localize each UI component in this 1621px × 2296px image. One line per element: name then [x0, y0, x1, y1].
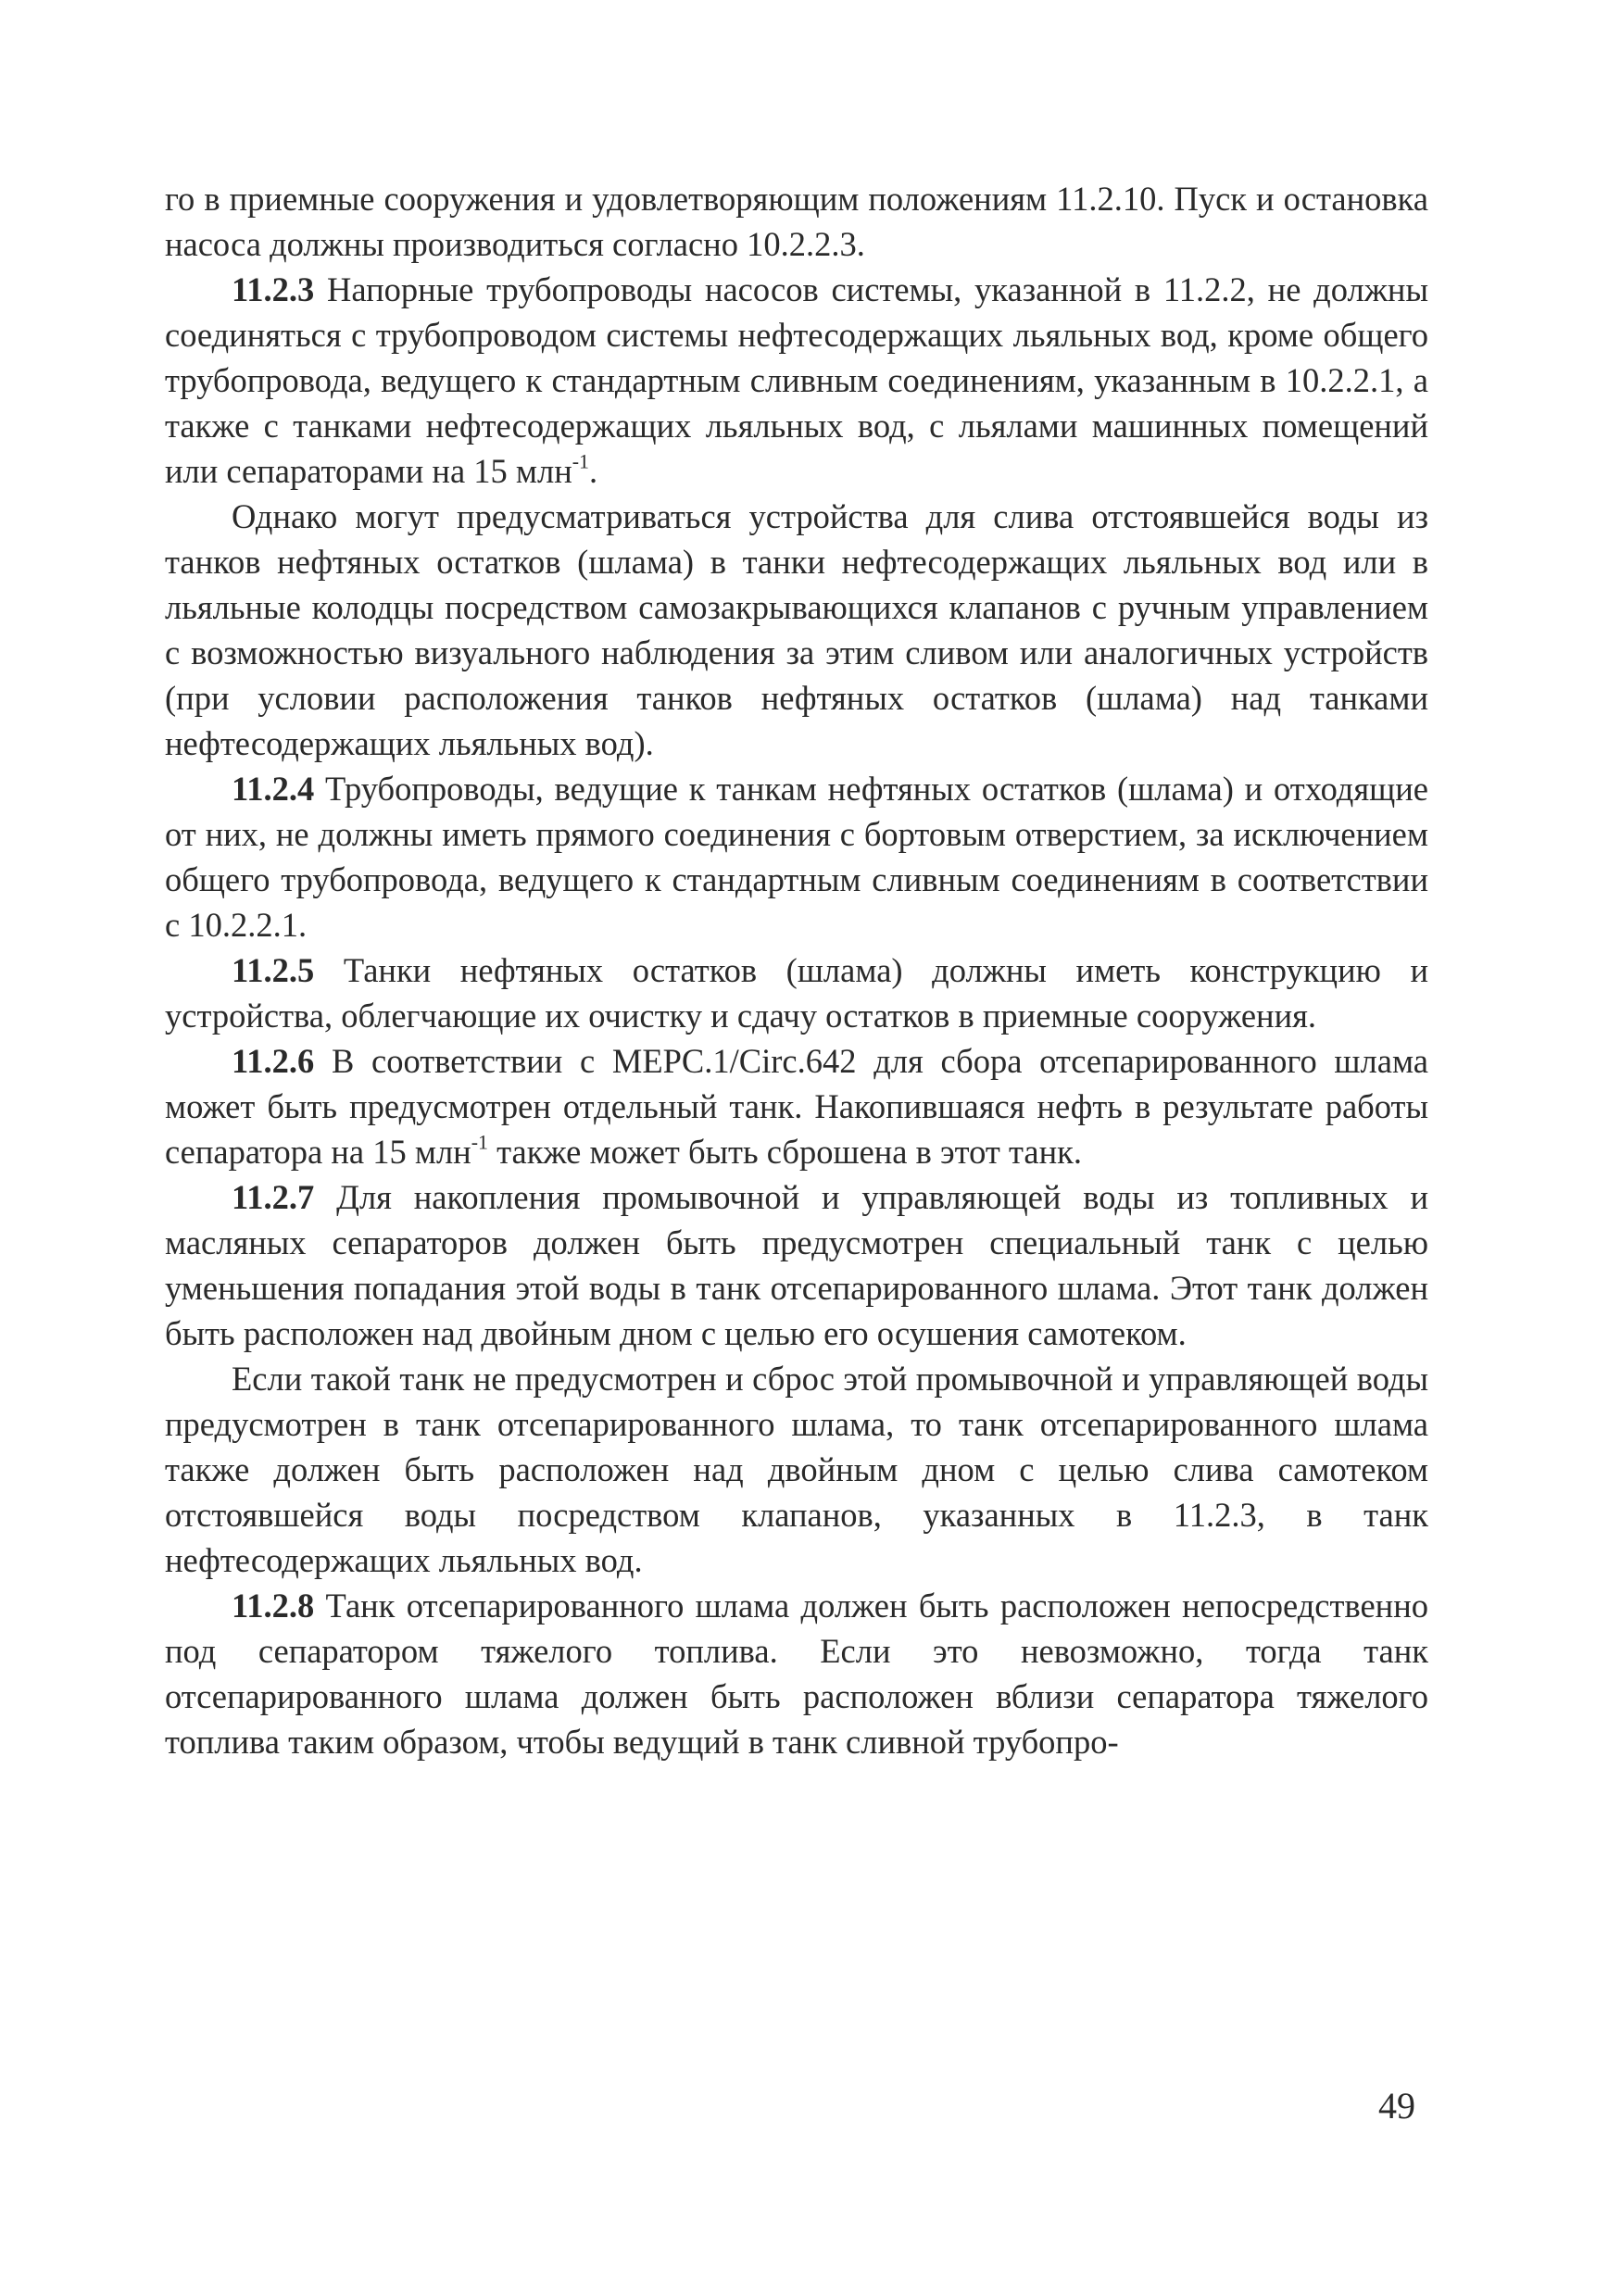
- paragraph-text: .: [589, 452, 598, 490]
- superscript: -1: [572, 449, 589, 473]
- page-body: [165, 176, 1428, 1764]
- clause-number: 11.2.5: [232, 951, 315, 989]
- paragraph-text: го в приемные сооружения и удовлетворяющим положениям 11.2.10. Пуск и остановка насоса должны производиться согласно 10.2.2.3.: [165, 180, 1428, 263]
- paragraph-text: Однако могут предусматриваться устройства для слива отстоявшейся воды из танков нефтяных остатков (шлама) в танки нефтесодержащих льяльных вод или в льяльные колодцы посредством самозакрывающихся клапанов с ручным управлением с возможностью визуального наблюдения за этим сливом или аналогичных устройств (при условии расположения танков нефтяных остатков (шлама) над танками нефтесодержащих льяльных вод).: [165, 497, 1428, 762]
- paragraph-text: Трубопроводы, ведущие к танкам нефтяных остатков (шлама) и отходящие от них, не должны иметь прямого соединения с бортовым отверстием, за исключением общего трубопровода, ведущего к стандартным сливным соединениям в соответствии с 10.2.2.1.: [165, 770, 1428, 944]
- clause-number: 11.2.7: [232, 1178, 315, 1216]
- clause-number: 11.2.3: [232, 270, 315, 308]
- continuation-paragraph: [165, 176, 1428, 267]
- clause-paragraph: [165, 1038, 1428, 1174]
- paragraph-text: Если такой танк не предусмотрен и сброс этой промывочной и управляющей воды предусмотрен в танк отсепарированного шлама, то танк отсепарированного шлама также должен быть расположен над двойным дном с целью слива самотеком отстоявшейся воды посредством клапанов, указанных в 11.2.3, в танк нефтесодержащих льяльных вод.: [165, 1360, 1428, 1579]
- clause-number: 11.2.8: [232, 1587, 315, 1625]
- paragraph-text: Танки нефтяных остатков (шлама) должны иметь конструкцию и устройства, облегчающие их очистку и сдачу остатков в приемные сооружения.: [165, 951, 1428, 1035]
- clause-paragraph: [165, 766, 1428, 947]
- paragraph-text: Для накопления промывочной и управляющей воды из топливных и масляных сепараторов должен быть предусмотрен специальный танк с целью уменьшения попадания этой воды в танк отсепарированного шлама. Этот танк должен быть расположен над двойным дном с целью его осушения самотеком.: [165, 1178, 1428, 1352]
- clause-paragraph: [165, 947, 1428, 1038]
- superscript: -1: [471, 1130, 488, 1154]
- clause-paragraph: [165, 1174, 1428, 1356]
- clause-paragraph: [165, 1583, 1428, 1764]
- clause-number: 11.2.4: [232, 770, 315, 808]
- page-number: 49: [1378, 2085, 1415, 2127]
- paragraph-text: Танк отсепарированного шлама должен быть расположен непосредственно под сепаратором тяжелого топлива. Если это невозможно, тогда танк отсепарированного шлама должен быть расположен вблизи сепаратора тяжелого топлива таким образом, чтобы ведущий в танк сливной трубопро-: [165, 1587, 1428, 1761]
- clause-paragraph: [165, 267, 1428, 494]
- paragraph-text: Напорные трубопроводы насосов системы, указанной в 11.2.2, не должны соединяться с трубопроводом системы нефтесодержащих льяльных вод, кроме общего трубопровода, ведущего к стандартным сливным соединениям, указанным в 10.2.2.1, а также с танками нефтесодержащих льяльных вод, с льялами машинных помещений или сепараторами на 15 млн: [165, 270, 1428, 490]
- indented-paragraph: [165, 494, 1428, 766]
- clause-number: 11.2.6: [232, 1042, 315, 1080]
- indented-paragraph: [165, 1356, 1428, 1583]
- paragraph-text: также может быть сброшена в этот танк.: [487, 1133, 1082, 1171]
- paragraph-text: В соответствии с MEPC.1/Circ.642 для сбора отсепарированного шлама может быть предусмотрен отдельный танк. Накопившаяся нефть в результате работы сепаратора на 15 млн: [165, 1042, 1428, 1171]
